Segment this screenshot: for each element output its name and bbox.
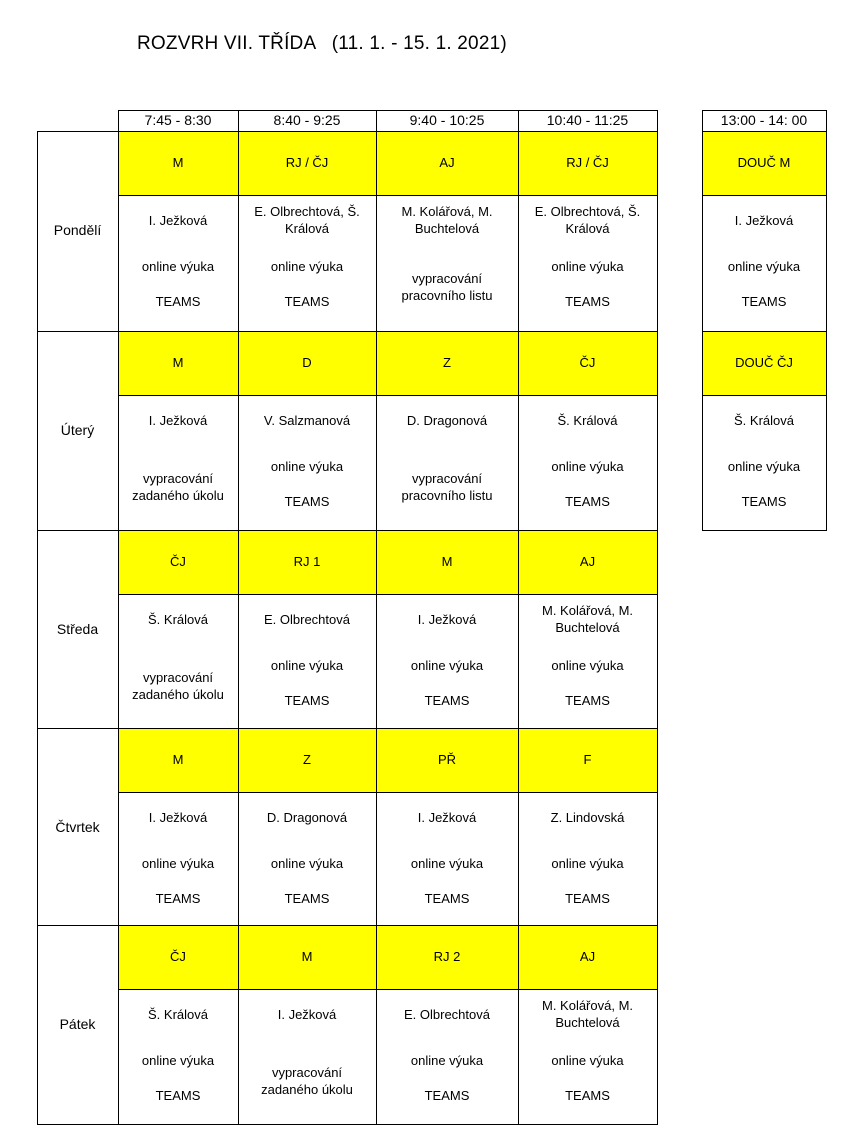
day-row-border bbox=[37, 925, 658, 926]
lesson-cell bbox=[518, 989, 657, 1124]
lesson-cell bbox=[118, 989, 238, 1124]
lesson-platform: TEAMS bbox=[284, 494, 330, 509]
subject-cell: M bbox=[238, 925, 376, 989]
subject-cell: Z bbox=[376, 331, 518, 395]
header-bottom-border bbox=[37, 131, 658, 132]
day-label: Středa bbox=[56, 621, 99, 638]
subject-cell: RJ / ČJ bbox=[518, 131, 657, 195]
lesson-mode: online výuka bbox=[551, 856, 624, 871]
subject-cell: RJ 1 bbox=[238, 530, 376, 594]
lesson-mode: online výuka bbox=[410, 658, 484, 673]
teacher-name: E. Olbrechtová bbox=[404, 1007, 490, 1022]
lesson-mode: vypracování zadaného úkolu bbox=[132, 670, 224, 702]
column-border bbox=[118, 110, 119, 1125]
time-header: 9:40 - 10:25 bbox=[409, 112, 485, 129]
column-border bbox=[376, 110, 377, 1125]
lesson-mode: online výuka bbox=[727, 459, 801, 474]
lesson-cell bbox=[118, 395, 238, 530]
lesson-platform: TEAMS bbox=[424, 693, 470, 708]
lesson-cell bbox=[376, 792, 518, 927]
day-row-border bbox=[37, 728, 658, 729]
afternoon-row-border bbox=[702, 195, 827, 196]
day-row-border bbox=[37, 331, 658, 332]
lesson-mode: vypracování zadaného úkolu bbox=[261, 1065, 353, 1097]
lesson-mode: vypracování pracovního listu bbox=[401, 271, 493, 303]
teacher-name: I. Ježková bbox=[148, 810, 208, 825]
lesson-platform: TEAMS bbox=[155, 294, 201, 309]
lesson-platform: TEAMS bbox=[741, 294, 787, 309]
lesson-mode: vypracování zadaného úkolu bbox=[132, 471, 224, 503]
lesson-mode: online výuka bbox=[141, 1053, 215, 1068]
subject-cell: F bbox=[518, 728, 657, 792]
afternoon-header-top-border bbox=[702, 110, 827, 111]
teacher-name: M. Kolářová, M. Buchtelová bbox=[401, 204, 493, 236]
lesson-platform: TEAMS bbox=[565, 1088, 610, 1103]
table-bottom-border bbox=[37, 1124, 658, 1125]
afternoon-subject-cell: DOUČ ČJ bbox=[702, 331, 826, 395]
lesson-platform: TEAMS bbox=[155, 1088, 201, 1103]
teacher-name: Š. Králová bbox=[734, 413, 794, 428]
lesson-mode: online výuka bbox=[551, 459, 624, 474]
afternoon-header-bottom-border bbox=[702, 131, 827, 132]
lesson-cell bbox=[118, 594, 238, 729]
teacher-name: E. Olbrechtová, Š. Králová bbox=[254, 204, 360, 236]
afternoon-bottom-border bbox=[702, 530, 827, 531]
subject-cell: ČJ bbox=[518, 331, 657, 395]
subject-cell: ČJ bbox=[118, 530, 238, 594]
subject-cell: RJ 2 bbox=[376, 925, 518, 989]
subject-cell: AJ bbox=[376, 131, 518, 195]
day-label: Čtvrtek bbox=[55, 819, 100, 836]
subject-cell: M bbox=[118, 728, 238, 792]
column-border bbox=[37, 131, 38, 1125]
subject-cell: ČJ bbox=[118, 925, 238, 989]
lesson-mode: online výuka bbox=[727, 259, 801, 274]
day-label: Pondělí bbox=[53, 222, 102, 239]
time-header: 7:45 - 8:30 bbox=[144, 112, 212, 129]
teacher-name: Š. Králová bbox=[148, 1007, 208, 1022]
lesson-mode: online výuka bbox=[270, 658, 344, 673]
lesson-mode: online výuka bbox=[141, 259, 215, 274]
teacher-name: D. Dragonová bbox=[266, 810, 348, 825]
afternoon-column-border bbox=[826, 110, 827, 531]
teacher-name: M. Kolářová, M. Buchtelová bbox=[541, 603, 634, 635]
teacher-name: I. Ježková bbox=[734, 213, 794, 228]
lesson-mode: online výuka bbox=[270, 856, 344, 871]
subject-cell: M bbox=[376, 530, 518, 594]
lesson-cell bbox=[376, 989, 518, 1124]
lesson-platform: TEAMS bbox=[565, 294, 610, 309]
lesson-platform: TEAMS bbox=[155, 891, 201, 906]
lesson-platform: TEAMS bbox=[565, 494, 610, 509]
afternoon-time-header: 13:00 - 14: 00 bbox=[720, 112, 808, 129]
lesson-platform: TEAMS bbox=[284, 294, 330, 309]
teacher-name: I. Ježková bbox=[277, 1007, 337, 1022]
lesson-platform: TEAMS bbox=[424, 1088, 470, 1103]
column-border bbox=[657, 110, 658, 1125]
teacher-name: M. Kolářová, M. Buchtelová bbox=[541, 998, 634, 1030]
afternoon-row-border bbox=[702, 331, 827, 332]
subject-cell: PŘ bbox=[376, 728, 518, 792]
lesson-platform: TEAMS bbox=[424, 891, 470, 906]
lesson-mode: online výuka bbox=[141, 856, 215, 871]
teacher-name: D. Dragonová bbox=[406, 413, 488, 428]
subject-cell: AJ bbox=[518, 530, 657, 594]
afternoon-subject-cell: DOUČ M bbox=[702, 131, 826, 195]
lesson-mode: online výuka bbox=[410, 856, 484, 871]
lesson-mode: vypracování pracovního listu bbox=[401, 471, 493, 503]
teacher-name: Z. Lindovská bbox=[550, 810, 625, 825]
lesson-cell bbox=[518, 395, 657, 530]
lesson-cell bbox=[238, 594, 376, 729]
subject-cell: D bbox=[238, 331, 376, 395]
lesson-cell bbox=[118, 792, 238, 927]
lesson-cell bbox=[518, 792, 657, 927]
lesson-platform: TEAMS bbox=[565, 693, 610, 708]
lesson-cell bbox=[518, 594, 657, 729]
teacher-name: I. Ježková bbox=[417, 810, 477, 825]
afternoon-lesson-cell bbox=[702, 395, 826, 530]
lesson-cell bbox=[376, 594, 518, 729]
teacher-name: Š. Králová bbox=[148, 612, 208, 627]
day-label: Úterý bbox=[60, 422, 95, 439]
teacher-name: I. Ježková bbox=[148, 213, 208, 228]
lesson-cell bbox=[118, 195, 238, 330]
teacher-name: I. Ježková bbox=[148, 413, 208, 428]
lesson-cell bbox=[238, 989, 376, 1124]
day-row-border bbox=[37, 530, 658, 531]
lesson-platform: TEAMS bbox=[284, 693, 330, 708]
subject-row-border bbox=[118, 792, 658, 793]
time-header: 10:40 - 11:25 bbox=[546, 112, 629, 129]
teacher-name: E. Olbrechtová, Š. Králová bbox=[534, 204, 641, 236]
afternoon-row-border bbox=[702, 395, 827, 396]
lesson-mode: online výuka bbox=[270, 259, 344, 274]
lesson-mode: online výuka bbox=[551, 259, 624, 274]
page-title: ROZVRH VII. TŘÍDA (11. 1. - 15. 1. 2021) bbox=[137, 33, 507, 54]
subject-row-border bbox=[118, 195, 658, 196]
subject-cell: Z bbox=[238, 728, 376, 792]
lesson-platform: TEAMS bbox=[741, 494, 787, 509]
teacher-name: Š. Králová bbox=[557, 413, 618, 428]
afternoon-column-border bbox=[702, 110, 703, 531]
lesson-mode: online výuka bbox=[270, 459, 344, 474]
column-border bbox=[238, 110, 239, 1125]
teacher-name: E. Olbrechtová bbox=[264, 612, 350, 627]
header-top-border bbox=[118, 110, 658, 111]
teacher-name: V. Salzmanová bbox=[263, 413, 351, 428]
lesson-platform: TEAMS bbox=[284, 891, 330, 906]
subject-row-border bbox=[118, 395, 658, 396]
column-border bbox=[518, 110, 519, 1125]
lesson-cell bbox=[238, 792, 376, 927]
day-label: Pátek bbox=[59, 1016, 96, 1033]
teacher-name: I. Ježková bbox=[417, 612, 477, 627]
lesson-mode: online výuka bbox=[551, 1053, 624, 1068]
subject-cell: M bbox=[118, 331, 238, 395]
lesson-cell bbox=[518, 195, 657, 330]
lesson-cell bbox=[238, 395, 376, 530]
subject-cell: M bbox=[118, 131, 238, 195]
afternoon-lesson-cell bbox=[702, 195, 826, 330]
subject-row-border bbox=[118, 594, 658, 595]
lesson-platform: TEAMS bbox=[565, 891, 610, 906]
subject-cell: AJ bbox=[518, 925, 657, 989]
subject-row-border bbox=[118, 989, 658, 990]
lesson-cell bbox=[376, 395, 518, 530]
lesson-cell bbox=[376, 195, 518, 330]
lesson-cell bbox=[238, 195, 376, 330]
time-header: 8:40 - 9:25 bbox=[273, 112, 341, 129]
lesson-mode: online výuka bbox=[410, 1053, 484, 1068]
lesson-mode: online výuka bbox=[551, 658, 624, 673]
subject-cell: RJ / ČJ bbox=[238, 131, 376, 195]
